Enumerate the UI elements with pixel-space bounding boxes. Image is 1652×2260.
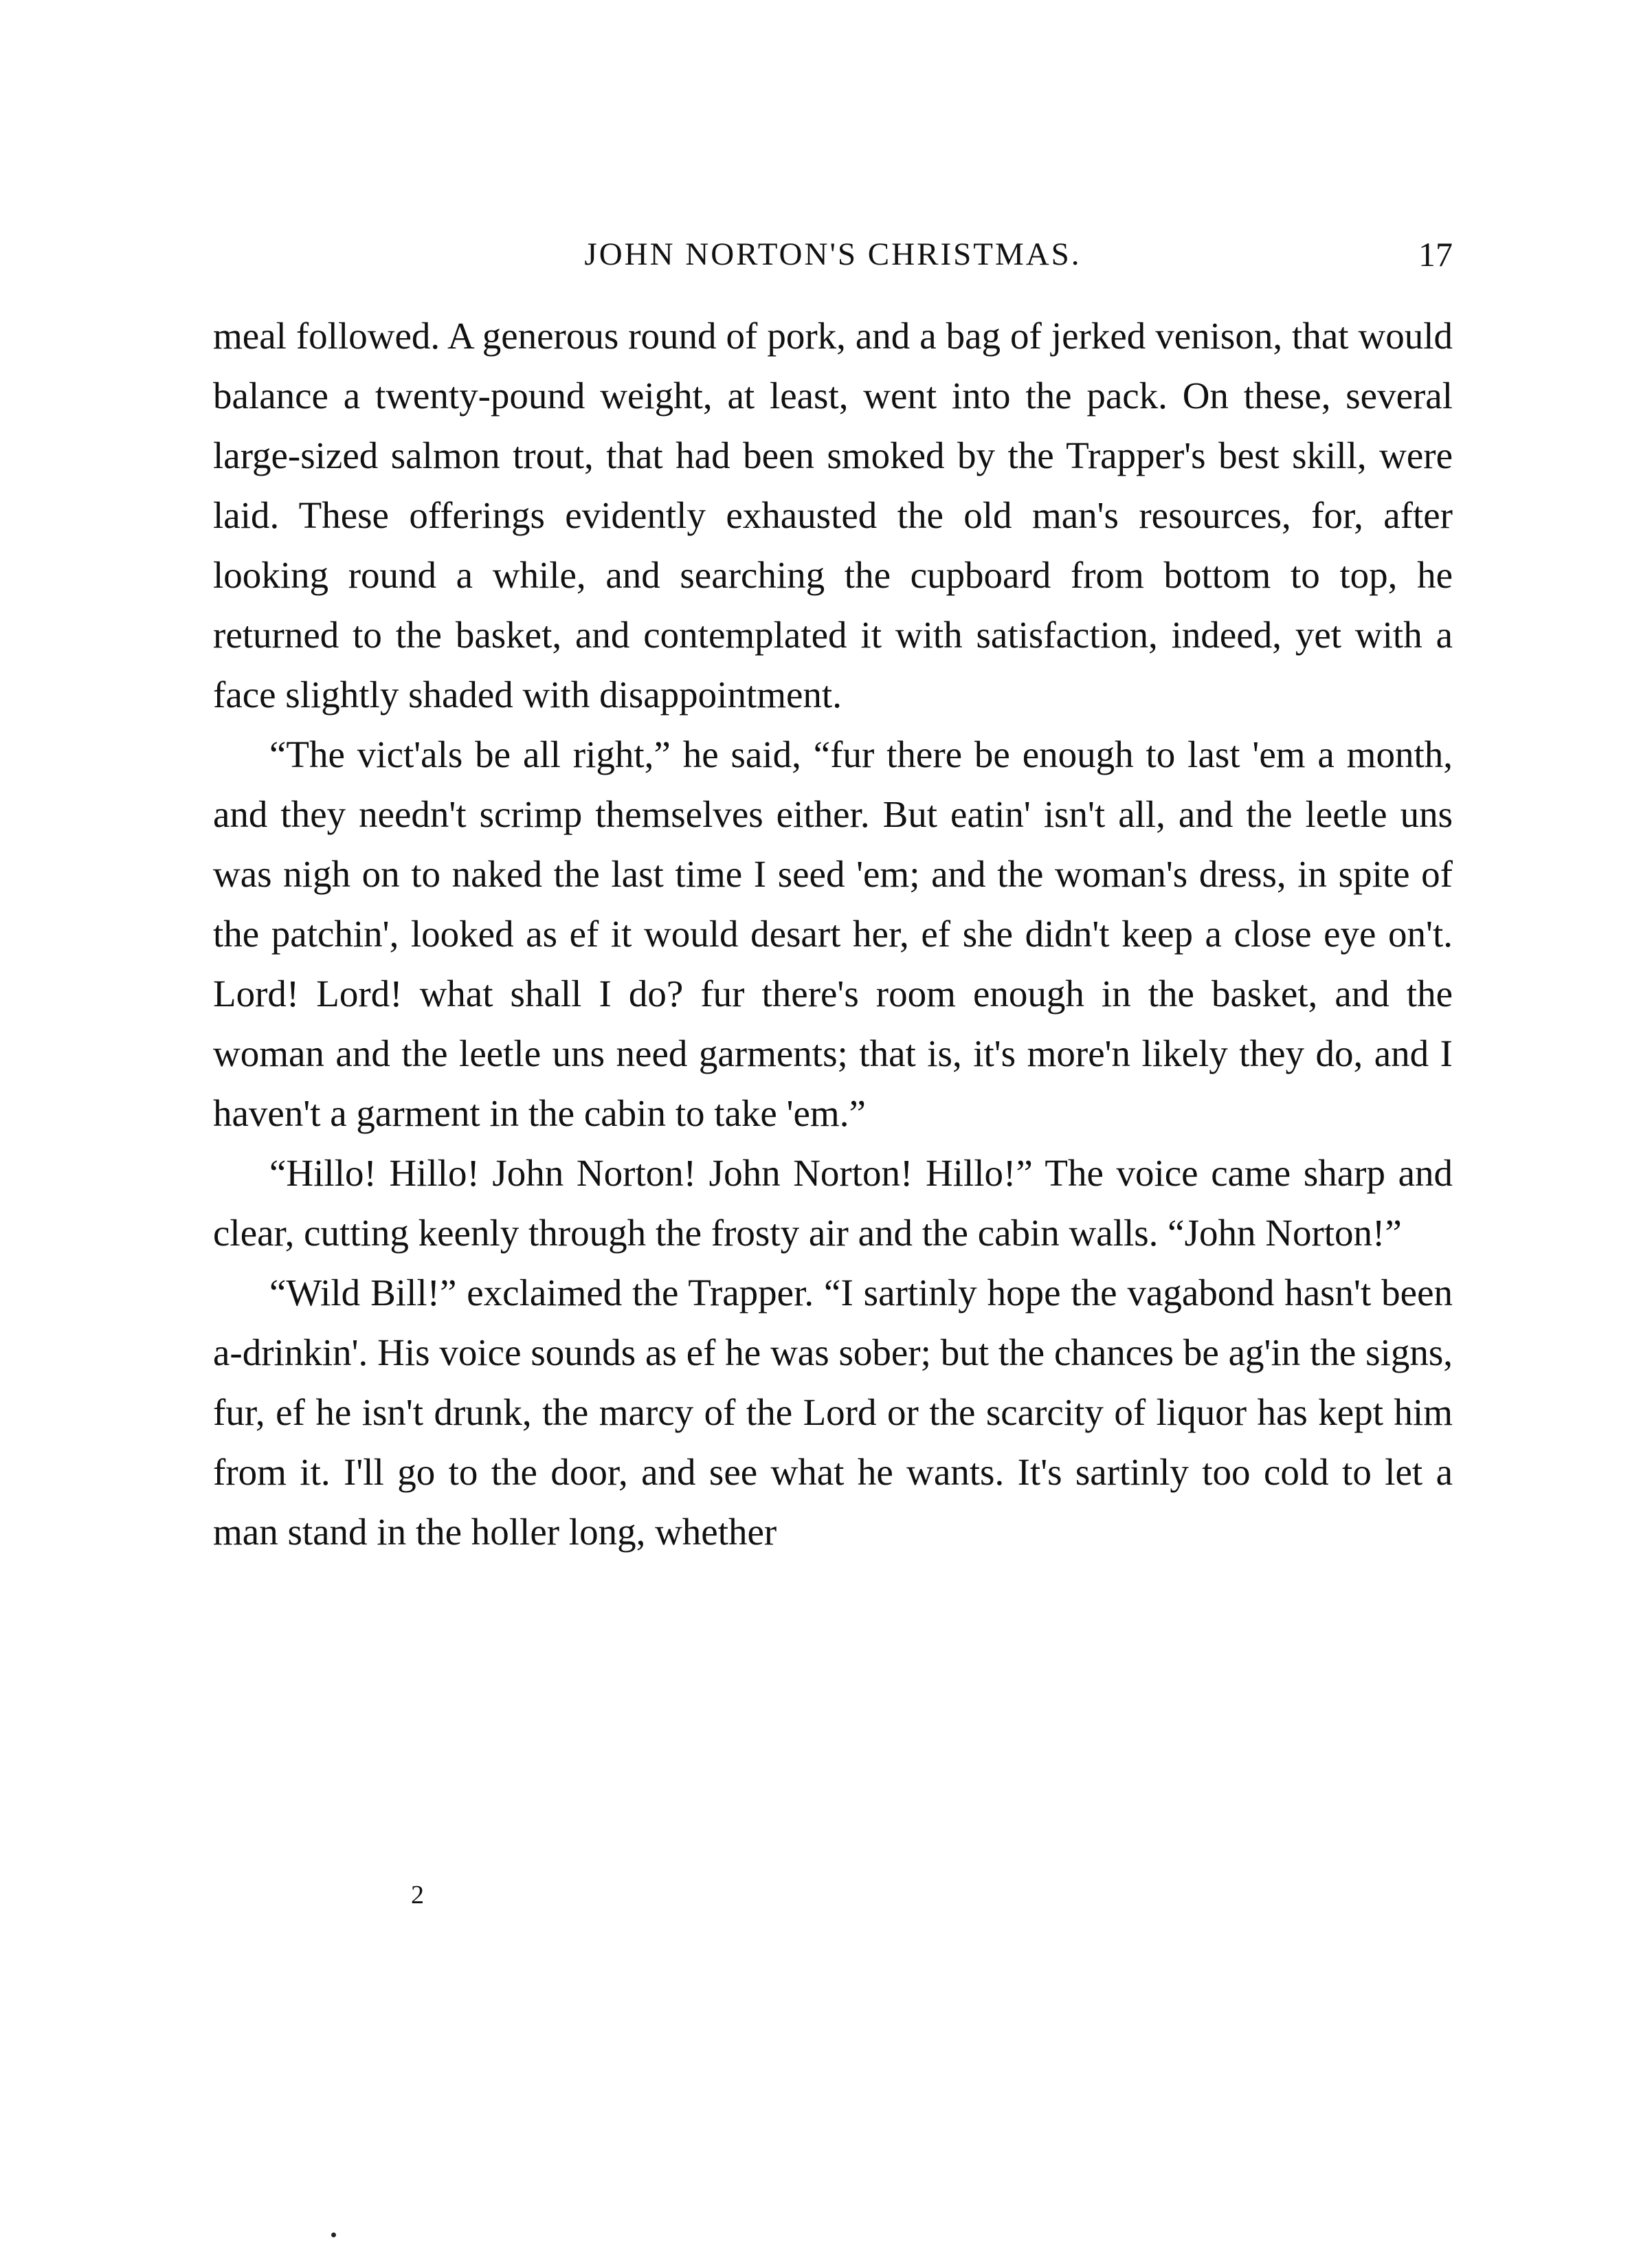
body-text	[213, 306, 1453, 1562]
running-head	[213, 234, 1453, 275]
paragraph: “Wild Bill!” exclaimed the Trapper. “I sartinly hope the vagabond hasn't been a-drinkin'. His voice sounds as ef he was sober; but the chances be ag'in the signs, fur, ef he isn't drunk, the marcy of the Lord or the scarcity of liquor has kept him from it. I'll go to the door, and see what he wants. It's sartinly too cold to let a man stand in the holler long, whether	[213, 1272, 1453, 1553]
signature-mark: 2	[411, 1881, 424, 1909]
paragraph: “Hillo! Hillo! John Norton! John Norton! Hillo!” The voice came sharp and clear, cutting keenly through the frosty air and the cabin walls. “John Norton!”	[213, 1152, 1453, 1254]
page-number: 17	[1418, 235, 1453, 274]
ink-speck	[331, 2233, 336, 2237]
paragraph-continued: meal followed. A generous round of pork, and a bag of jerked venison, that would balance a twenty-pound weight, at least, went into the pack. On these, several large-sized salmon trout, that had been smoked by the Trapper's best skill, were laid. These offerings evidently exhausted the old man's resources, for, after looking round a while, and searching the cupboard from bottom to top, he returned to the basket, and contemplated it with satisfaction, indeed, yet with a face slightly shaded with disappointment.	[213, 315, 1453, 716]
paragraph: “The vict'als be all right,” he said, “fur there be enough to last 'em a month, and they needn't scrimp themselves either. But eatin' isn't all, and the leetle uns was nigh on to naked the last time I seed 'em; and the woman's dress, in spite of the patchin', looked as ef it would desart her, ef she didn't keep a close eye on't. Lord! Lord! what shall I do? fur there's room enough in the basket, and the woman and the leetle uns need garments; that is, it's more'n likely they do, and I haven't a garment in the cabin to take 'em.”	[213, 733, 1453, 1134]
running-title: JOHN NORTON'S CHRISTMAS.	[584, 236, 1082, 272]
